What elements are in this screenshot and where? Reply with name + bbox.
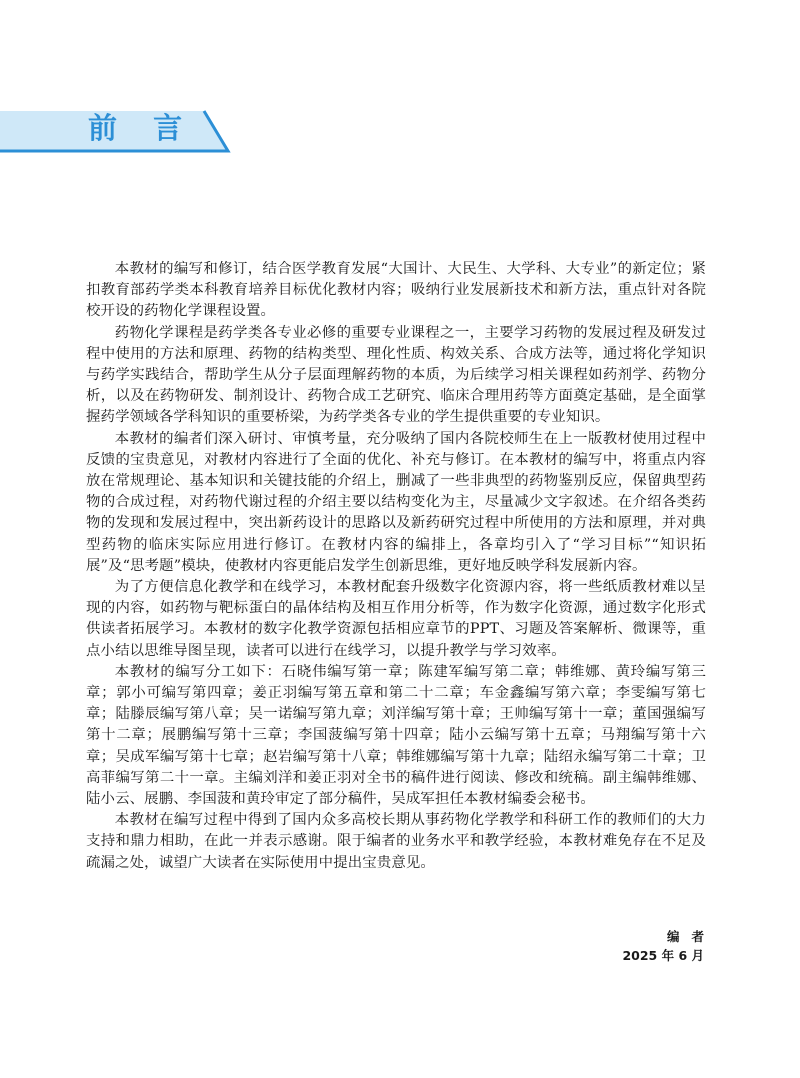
editor-signature: 编者 [666,929,716,944]
paragraph: 本教材的编写和修订，结合医学教育发展“大国计、大民生、大学科、大专业”的新定位；紧扣教育部药学类本科教育培养目标优化教材内容；吸纳行业发展新技术和新方法，重点针对各院校开设的药物化学课程设置。 [86,261,706,320]
paragraph: 本教材的编写分工如下：石晓伟编写第一章；陈建军编写第二章；韩维娜、黄玲编写第三章；郭小可编写第四章；姜正羽编写第五章和第二十二章；车金鑫编写第六章；李雯编写第七章；陆滕辰编写第八章；吴一诺编写第九章；刘洋编写第十章；王帅编写第十一章；董国强编写第十二章；展鹏编写第十三章；李国菠编写第十四章；陆小云编写第十五章；马翔编写第十六章；吴成军编写第十七章；赵岩编写第十八章；韩维娜编写第十九章；陆绍永编写第二十章；卫高菲编写第二十一章。主编刘洋和姜正羽对全书的稿件进行阅读、修改和统稿。副主编韩维娜、陆小云、展鹏、李国菠和黄玲审定了部分稿件，吴成军担任本教材编委会秘书。 [86,663,706,808]
paragraph: 本教材在编写过程中得到了国内众多高校长期从事药物化学教学和科研工作的教师们的大力支持和鼎力相助，在此一并表示感谢。限于编者的业务水平和教学经验，本教材难免存在不足及疏漏之处，诚望广大读者在实际使用中提出宝贵意见。 [86,812,706,871]
paragraph: 本教材的编者们深入研讨、审慎考量，充分吸纳了国内各院校师生在上一版教材使用过程中反馈的宝贵意见，对教材内容进行了全面的优化、补充与修订。在本教材的编写中，将重点内容放在常规理论、基本知识和关键技能的介绍上，删减了一些非典型的药物鉴别反应，保留典型药物的合成过程，对药物代谢过程的介绍主要以结构变化为主，尽量减少文字叙述。在介绍各类药物的发现和发展过程中，突出新药设计的思路以及新药研究过程中所使用的方法和原理，并对典型药物的临床实际应用进行修订。在教材内容的编排上，各章均引入了“学习目标”“知识拓展”及“思考题”模块，使教材内容更能启发学生创新思维，更好地反映学科发展新内容。 [86,430,706,574]
signature-block [622,927,716,965]
paragraph: 为了方便信息化教学和在线学习，本教材配套升级数字化资源内容，将一些纸质教材难以呈现的内容，如药物与靶标蛋白的晶体结构及相互作用分析等，作为数字化资源，通过数字化形式供读者拓展学习。本教材的数字化教学资源包括相应章节的PPT、习题及答案解析、微课等，重点小结以思维导图呈现，读者可以进行在线学习，以提升教学与学习效率。 [86,579,706,659]
signature-date: 2025 年 6 月 [622,948,704,963]
paragraph: 药物化学课程是药学类各专业必修的重要专业课程之一，主要学习药物的发展过程及研发过程中使用的方法和原理、药物的结构类型、理化性质、构效关系、合成方法等，通过将化学知识与药学实践结合，帮助学生从分子层面理解药物的本质，为后续学习相关课程如药剂学、药物分析，以及在药物研发、制剂设计、药物合成工艺研究、临床合理用药等方面奠定基础，是全面掌握药学领域各学科知识的重要桥梁，为药学类各专业的学生提供重要的专业知识。 [86,324,706,426]
page-title: 前 言 [88,111,196,145]
preface-body [86,259,706,874]
